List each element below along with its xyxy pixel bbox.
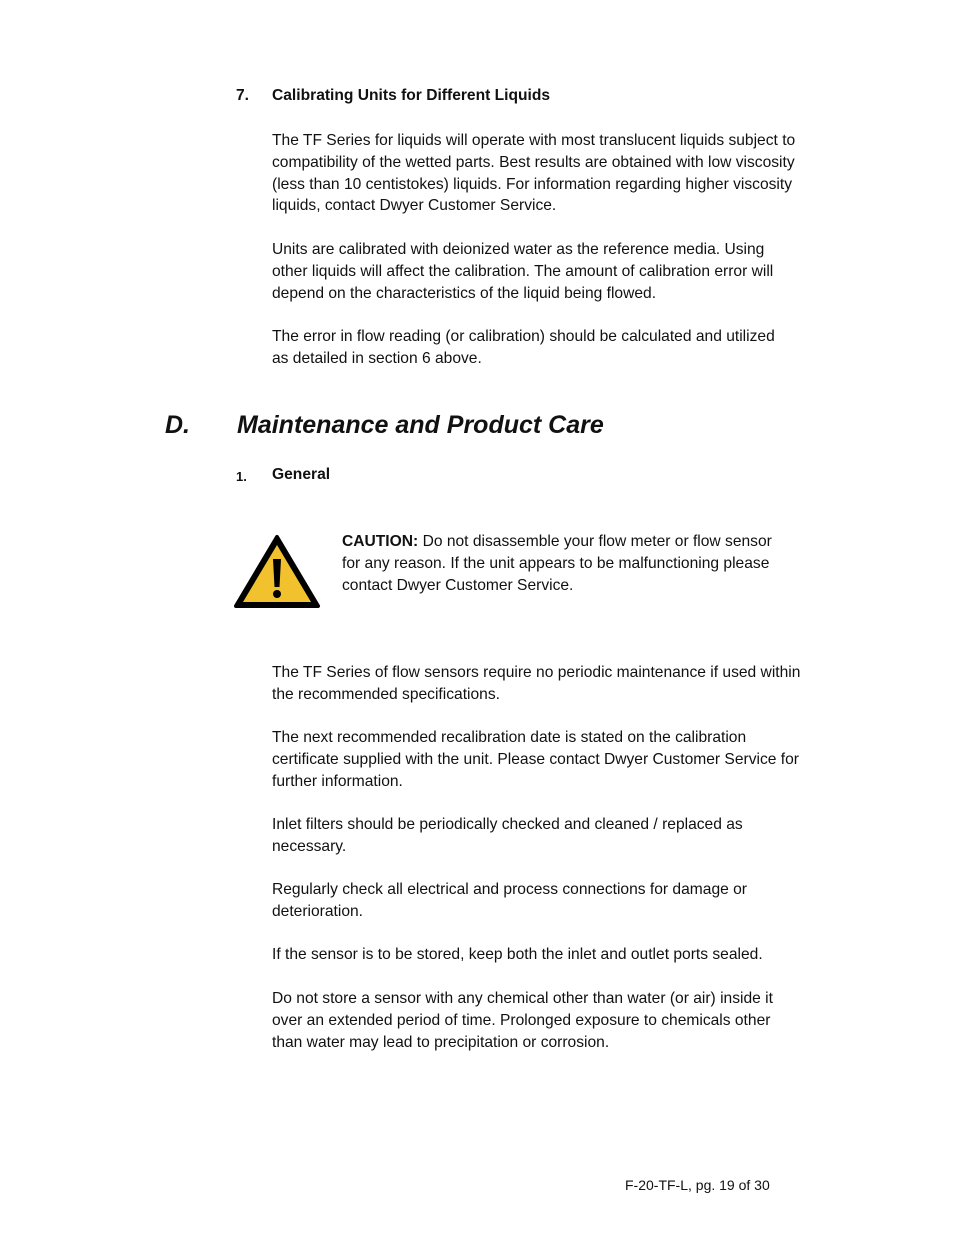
general-paragraph-2 [272, 727, 808, 792]
caution-line-1: Do not disassemble your flow meter or flow sensor [418, 533, 772, 550]
text-line: deterioration. [272, 902, 364, 920]
text-line: The TF Series for liquids will operate with most translucent liquids subject to [272, 132, 796, 149]
text-line: (less than 10 centistokes) liquids. For information regarding higher viscosity [272, 175, 793, 193]
text-line: certificate supplied with the unit. Please contact Dwyer Customer Service for [272, 750, 799, 768]
text-line: necessary. [272, 837, 347, 855]
text-line: Regularly check all electrical and process connections for damage or [272, 881, 747, 898]
caution-line-3: contact Dwyer Customer Service. [342, 576, 574, 594]
text-line: over an extended period of time. Prolonged exposure to chemicals other [272, 1011, 771, 1029]
general-title: General [272, 466, 331, 483]
text-line: Inlet filters should be periodically checked and cleaned / replaced as [272, 816, 743, 833]
text-line: further information. [272, 772, 403, 790]
section-7-paragraph-2 [272, 239, 808, 304]
text-line: Units are calibrated with deionized water as the reference media. Using [272, 241, 765, 258]
text-line: depend on the characteristics of the liquid being flowed. [272, 284, 657, 302]
text-line: If the sensor is to be stored, keep both the inlet and outlet ports sealed. [272, 946, 763, 963]
text-line: The error in flow reading (or calibration) should be calculated and utilized [272, 328, 775, 345]
section-7-number: 7. [236, 87, 250, 104]
text-line: liquids, contact Dwyer Customer Service. [272, 197, 557, 215]
section-7-paragraph-1 [272, 130, 808, 217]
text-line: The TF Series of flow sensors require no periodic maintenance if used within [272, 664, 801, 681]
text-line: than water may lead to precipitation or corrosion. [272, 1033, 610, 1051]
general-paragraph-6 [272, 988, 808, 1053]
section-7-paragraph-3 [272, 326, 808, 370]
page-footer: F-20-TF-L, pg. 19 of 30 [625, 1177, 770, 1193]
text-line: as detailed in section 6 above. [272, 349, 482, 367]
general-paragraph-5 [272, 944, 808, 966]
section-d-title: Maintenance and Product Care [237, 411, 604, 439]
text-line: compatibility of the wetted parts. Best results are obtained with low viscosity [272, 153, 795, 171]
text-line: Do not store a sensor with any chemical other than water (or air) inside it [272, 990, 773, 1007]
caution-text [342, 531, 772, 596]
section-7-title: Calibrating Units for Different Liquids [272, 87, 551, 104]
section-d-letter: D. [165, 411, 190, 439]
caution-line-2: for any reason. If the unit appears to be malfunctioning please [342, 554, 770, 572]
caution-label: CAUTION: [342, 533, 419, 550]
warning-triangle-icon [233, 533, 321, 609]
general-paragraph-3 [272, 814, 808, 858]
text-line: The next recommended recalibration date is stated on the calibration [272, 729, 747, 746]
general-paragraph-4 [272, 879, 808, 923]
general-paragraph-1 [272, 662, 808, 706]
general-number: 1. [236, 469, 247, 484]
text-line: the recommended specifications. [272, 685, 500, 703]
text-line: other liquids will affect the calibration. The amount of calibration error will [272, 262, 774, 280]
